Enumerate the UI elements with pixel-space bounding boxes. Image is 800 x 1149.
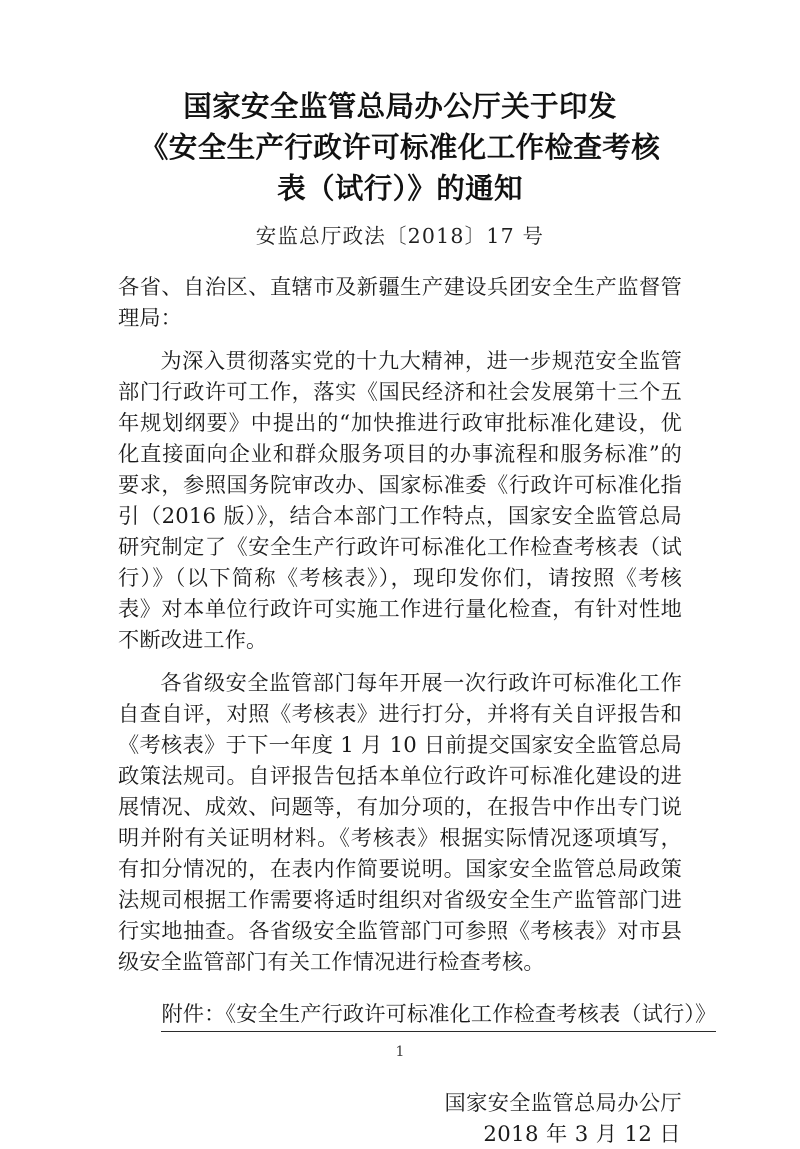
body-paragraph-2: 各省级安全监管部门每年开展一次行政许可标准化工作自查自评，对照《考核表》进行打分，并将有关自评报告和《考核表》于下一年度 1 月 10 日前提交国家安全监管总局政策法规司。自评报告包括本单位行政许可标准化建设的进展情况、成效、问题等，有加分项的，在报告中作出专门说明并附有关证明材料。《考核表》根据实际情况逐项填写，有扣分情况的，在表内作简要说明。国家安全监管总局政策法规司根据工作需要将适时组织对省级安全生产监管部门进行实地抽查。各省级安全监管部门可参照《考核表》对市县级安全监管部门有关工作情况进行检查考核。 — [118, 670, 682, 974]
page-number: 1 — [395, 1044, 405, 1060]
document-content — [118, 0, 717, 1149]
signature-issuer: 国家安全监管总局办公厅 — [444, 1090, 682, 1115]
signature-date: 2018 年 3 月 12 日 — [483, 1121, 681, 1146]
attachment-link[interactable]: 附件：《安全生产行政许可标准化工作检查考核表（试行）》 — [161, 998, 716, 1032]
document-serial-number: 安监总厅政法〔2018〕17 号 — [255, 224, 545, 248]
attachment-section — [118, 977, 717, 1032]
body-paragraph-1: 为深入贯彻落实党的十九大精神，进一步规范安全监管部门行政许可工作，落实《国民经济和社会发展第十三个五年规划纲要》中提出的“加快推进行政审批标准化建设，优化直接面向企业和群众服务项目的办事流程和服务标准”的要求，参照国务院审改办、国家标准委《行政许可标准化指引（2016 版）》，结合本部门工作特点，国家安全监管总局研究制定了《安全生产行政许可标准化工作检查考核表（试行）》（以下简称《考核表》），现印发你们，请按照《考核表》对本单位行政许可实施工作进行量化检查，有针对性地不断改进工作。 — [118, 348, 682, 652]
page-title — [118, 0, 682, 209]
title-line-2: 《安全生产行政许可标准化工作检查考核 — [139, 131, 661, 164]
title-line-3: 表（试行）》的通知 — [277, 172, 523, 205]
addressee-line: 各省、自治区、直辖市及新疆生产建设兵团安全生产监督管理局： — [118, 274, 682, 330]
title-line-1: 国家安全监管总局办公厅关于印发 — [183, 90, 617, 123]
